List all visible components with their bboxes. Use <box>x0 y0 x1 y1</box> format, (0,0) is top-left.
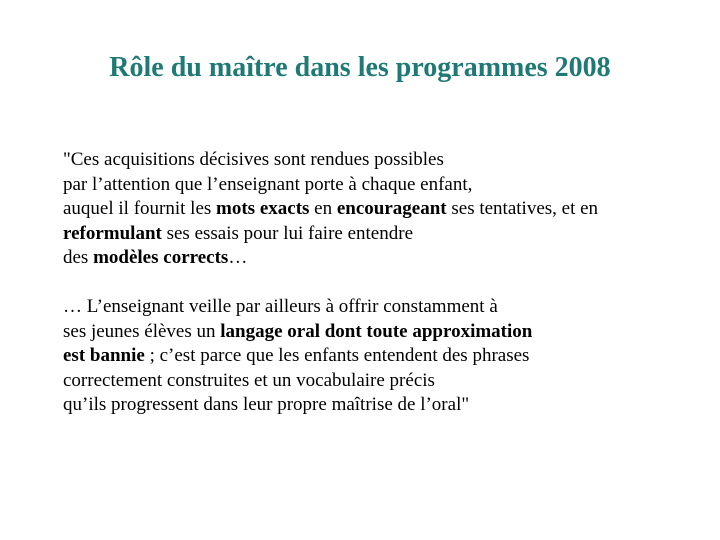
text-run: ses tentatives, et en <box>446 198 599 219</box>
bold-run: mots exacts <box>216 198 310 219</box>
text-line <box>63 246 703 271</box>
text-run: ses jeunes élèves un <box>63 320 221 342</box>
text-run: … <box>228 247 248 268</box>
text-run: auquel il fournit les <box>63 198 217 219</box>
text-line <box>63 369 703 394</box>
bold-run: encourageant <box>336 198 447 219</box>
text-line <box>63 197 703 222</box>
text-run: par l’attention que l’enseignant porte à chaque enfant, <box>63 173 473 195</box>
text-line <box>63 344 703 369</box>
text-run: … L’enseignant veille par ailleurs à offrir constamment à <box>63 296 498 317</box>
text-line <box>63 173 703 198</box>
quote-paragraph-2 <box>63 295 703 418</box>
text-run: des <box>63 247 94 268</box>
bold-run: est bannie <box>63 345 145 366</box>
text-run: ses essais pour lui faire entendre <box>161 222 413 244</box>
text-line <box>63 393 703 418</box>
text-run: correctement construites et un vocabulaire précis <box>63 369 435 391</box>
bold-run: reformulant <box>63 222 162 244</box>
quote-paragraph-1 <box>63 148 703 271</box>
bold-run: modèles corrects <box>93 247 229 268</box>
text-line <box>63 148 703 173</box>
text-line <box>63 320 703 345</box>
slide-title: Rôle du maître dans les programmes 2008 <box>109 52 611 83</box>
text-run: qu’ils progressent dans leur propre maîtrise de l’oral" <box>63 394 470 415</box>
text-line <box>63 222 703 247</box>
quote-body <box>63 148 703 418</box>
text-line <box>63 295 703 320</box>
text-run: en <box>309 198 337 219</box>
text-run: ; c’est parce que les enfants entendent des phrases <box>144 345 530 366</box>
text-run: "Ces acquisitions décisives sont rendues possibles <box>63 149 444 170</box>
bold-run: langage oral dont toute approximation <box>220 320 533 342</box>
